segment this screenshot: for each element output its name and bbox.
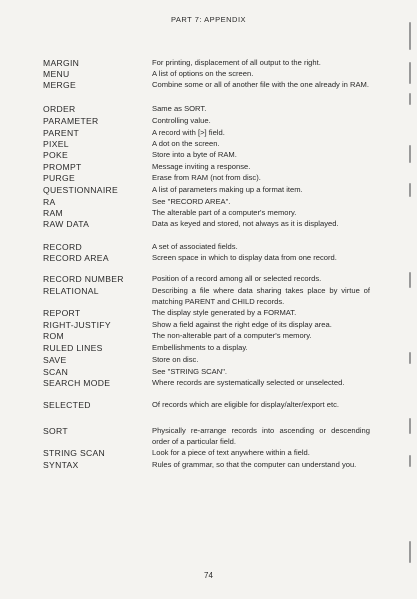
page-number: 74 bbox=[204, 571, 213, 580]
glossary-definition: Same as SORT. bbox=[152, 104, 207, 113]
glossary-term: STRING SCAN bbox=[43, 448, 106, 458]
glossary-term: RECORD AREA bbox=[43, 253, 109, 263]
glossary-term: RECORD bbox=[43, 242, 83, 252]
glossary-term: SCAN bbox=[43, 367, 69, 377]
glossary-definition: Of records which are eligible for display/alter/export etc. bbox=[152, 400, 339, 409]
page-header: PART 7: APPENDIX bbox=[170, 15, 247, 24]
glossary-term: PURGE bbox=[43, 173, 76, 183]
glossary-definition: Describing a file where data sharing takes place by virtue of matching PARENT and CHILD records. bbox=[152, 286, 370, 306]
glossary-definition: Look for a piece of text anywhere within a field. bbox=[152, 448, 310, 457]
glossary-definition: A dot on the screen. bbox=[152, 139, 220, 148]
glossary-term: SELECTED bbox=[43, 400, 91, 410]
glossary-definition: Rules of grammar, so that the computer can understand you. bbox=[152, 460, 357, 469]
glossary-term: ROM bbox=[43, 331, 64, 341]
glossary-term: SAVE bbox=[43, 355, 67, 365]
glossary-term: RELATIONAL bbox=[43, 286, 99, 296]
glossary-term: QUESTIONNAIRE bbox=[43, 185, 119, 195]
glossary-definition: Physically re-arrange records into ascending or descending order of a particular field. bbox=[152, 426, 370, 446]
glossary-definition: Store on disc. bbox=[152, 355, 199, 364]
glossary-term: SEARCH MODE bbox=[43, 378, 111, 388]
glossary-definition: Embellishments to a display. bbox=[152, 343, 248, 352]
glossary-term: MARGIN bbox=[43, 58, 80, 68]
glossary-definition: For printing, displacement of all output to the right. bbox=[152, 58, 321, 67]
glossary-definition: A list of parameters making up a format item. bbox=[152, 185, 303, 194]
glossary-term: PROMPT bbox=[43, 162, 82, 172]
page-edge-mark bbox=[409, 272, 411, 288]
glossary-definition: The display style generated by a FORMAT. bbox=[152, 308, 297, 317]
glossary-definition: See "RECORD AREA". bbox=[152, 197, 231, 206]
glossary-definition: Message inviting a response. bbox=[152, 162, 251, 171]
glossary-definition: Store into a byte of RAM. bbox=[152, 150, 237, 159]
glossary-definition: The non-alterable part of a computer's memory. bbox=[152, 331, 312, 340]
glossary-term: RECORD NUMBER bbox=[43, 274, 124, 284]
glossary-definition: The alterable part of a computer's memory. bbox=[152, 208, 297, 217]
glossary-term: ORDER bbox=[43, 104, 76, 114]
glossary-definition: Show a field against the right edge of its display area. bbox=[152, 320, 332, 329]
page-edge-mark bbox=[409, 145, 411, 163]
glossary-term: MENU bbox=[43, 69, 70, 79]
page-edge-mark bbox=[409, 22, 411, 50]
glossary-term: SORT bbox=[43, 426, 68, 436]
page-edge-mark bbox=[409, 62, 411, 84]
glossary-definition: Position of a record among all or selected records. bbox=[152, 274, 322, 283]
page-edge-mark bbox=[409, 93, 411, 105]
glossary-term: RAM bbox=[43, 208, 63, 218]
page-edge-mark bbox=[409, 418, 411, 434]
glossary-definition: Controlling value. bbox=[152, 116, 211, 125]
glossary-term: RIGHT-JUSTIFY bbox=[43, 320, 111, 330]
glossary-definition: Erase from RAM (not from disc). bbox=[152, 173, 261, 182]
glossary-term: MERGE bbox=[43, 80, 77, 90]
glossary-term: REPORT bbox=[43, 308, 81, 318]
glossary-term: PARENT bbox=[43, 128, 80, 138]
glossary-term: RA bbox=[43, 197, 56, 207]
glossary-term: RAW DATA bbox=[43, 219, 90, 229]
glossary-term: RULED LINES bbox=[43, 343, 103, 353]
page-edge-mark bbox=[409, 352, 411, 364]
glossary-definition: Where records are systematically selected or unselected. bbox=[152, 378, 345, 387]
glossary-definition: Screen space in which to display data from one record. bbox=[152, 253, 337, 262]
glossary-definition: A list of options on the screen. bbox=[152, 69, 254, 78]
glossary-definition: A record with [>] field. bbox=[152, 128, 225, 137]
page-edge-mark bbox=[409, 541, 411, 563]
glossary-term: PARAMETER bbox=[43, 116, 99, 126]
glossary-definition: A set of associated fields. bbox=[152, 242, 238, 251]
glossary-term: SYNTAX bbox=[43, 460, 79, 470]
page-edge-mark bbox=[409, 183, 411, 197]
glossary-definition: Data as keyed and stored, not always as it is displayed. bbox=[152, 219, 339, 228]
page-edge-mark bbox=[409, 455, 411, 467]
glossary-definition: See "STRING SCAN". bbox=[152, 367, 228, 376]
glossary-term: POKE bbox=[43, 150, 69, 160]
glossary-term: PIXEL bbox=[43, 139, 69, 149]
glossary-definition: Combine some or all of another file with the one already in RAM. bbox=[152, 80, 369, 89]
